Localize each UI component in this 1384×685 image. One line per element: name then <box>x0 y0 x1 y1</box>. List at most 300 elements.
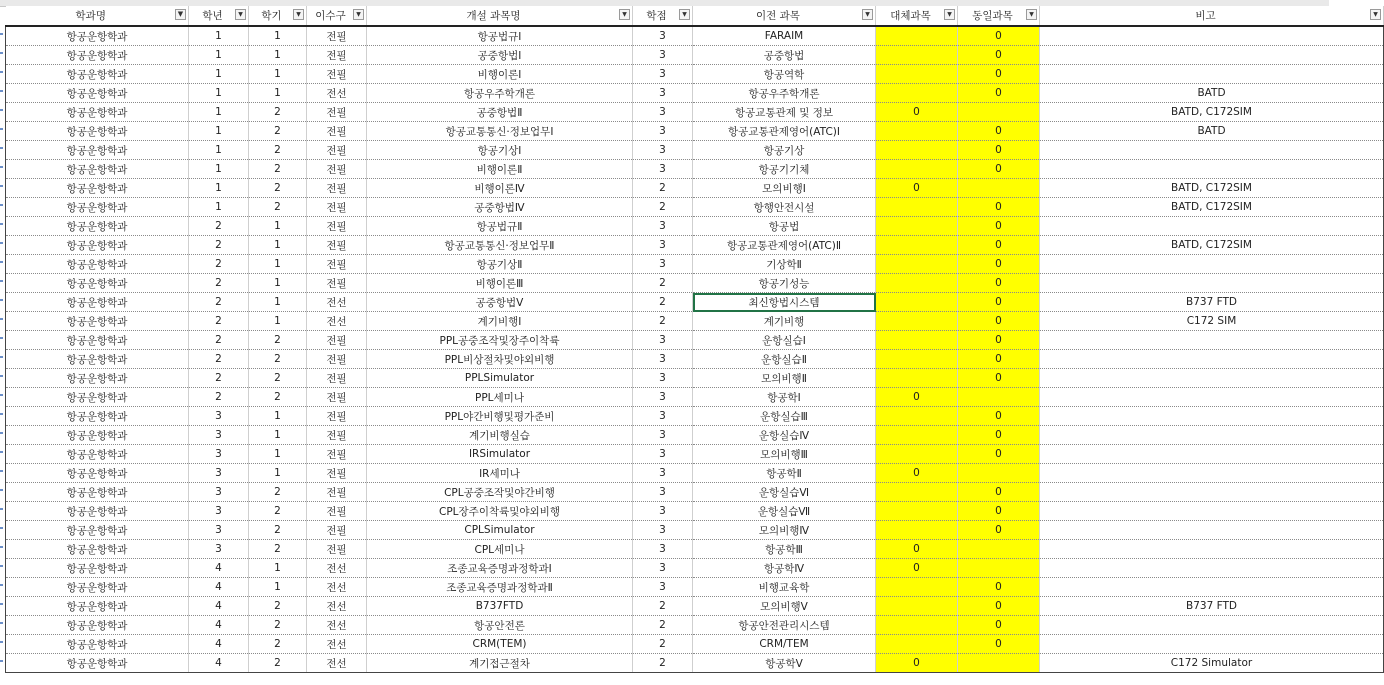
cell-type[interactable]: 전필 <box>307 198 367 217</box>
cell-course[interactable]: PPL세미나 <box>367 388 633 407</box>
cell-same[interactable]: 0 <box>958 198 1040 217</box>
cell-dept[interactable]: 항공운항학과 <box>6 179 189 198</box>
cell-credit[interactable]: 3 <box>633 65 693 84</box>
cell-remark[interactable]: BATD <box>1040 122 1384 141</box>
cell-substitute[interactable] <box>876 236 958 255</box>
cell-dept[interactable]: 항공운항학과 <box>6 426 189 445</box>
cell-course[interactable]: 공중항법Ⅰ <box>367 46 633 65</box>
header-remark[interactable] <box>1040 6 1384 26</box>
cell-course[interactable]: 비행이론Ⅱ <box>367 160 633 179</box>
row-header-mark[interactable] <box>0 166 3 168</box>
cell-same[interactable]: 0 <box>958 407 1040 426</box>
cell-semester[interactable]: 1 <box>249 559 307 578</box>
cell-substitute[interactable] <box>876 483 958 502</box>
cell-dept[interactable]: 항공운항학과 <box>6 122 189 141</box>
cell-course[interactable]: 항공기상Ⅱ <box>367 255 633 274</box>
cell-type[interactable]: 전필 <box>307 426 367 445</box>
cell-year[interactable]: 3 <box>189 521 249 540</box>
cell-same[interactable]: 0 <box>958 502 1040 521</box>
cell-remark[interactable] <box>1040 388 1384 407</box>
cell-same[interactable]: 0 <box>958 635 1040 654</box>
cell-remark[interactable]: BATD, C172SIM <box>1040 236 1384 255</box>
cell-semester[interactable]: 1 <box>249 84 307 103</box>
cell-year[interactable]: 1 <box>189 160 249 179</box>
cell-year[interactable]: 2 <box>189 236 249 255</box>
cell-remark[interactable] <box>1040 483 1384 502</box>
cell-credit[interactable]: 3 <box>633 578 693 597</box>
cell-course[interactable]: 공중항법Ⅳ <box>367 198 633 217</box>
cell-remark[interactable] <box>1040 502 1384 521</box>
cell-credit[interactable]: 3 <box>633 445 693 464</box>
cell-substitute[interactable]: 0 <box>876 179 958 198</box>
cell-credit[interactable]: 3 <box>633 502 693 521</box>
cell-semester[interactable]: 1 <box>249 426 307 445</box>
cell-year[interactable]: 4 <box>189 616 249 635</box>
row-header-mark[interactable] <box>0 204 3 206</box>
cell-remark[interactable] <box>1040 160 1384 179</box>
cell-year[interactable]: 1 <box>189 46 249 65</box>
cell-credit[interactable]: 2 <box>633 274 693 293</box>
cell-same[interactable]: 0 <box>958 217 1040 236</box>
cell-semester[interactable]: 1 <box>249 46 307 65</box>
cell-course[interactable]: 계기비행Ⅰ <box>367 312 633 331</box>
row-header-mark[interactable] <box>0 546 3 548</box>
cell-course[interactable]: IR세미나 <box>367 464 633 483</box>
cell-course[interactable]: CRM(TEM) <box>367 635 633 654</box>
cell-same[interactable]: 0 <box>958 426 1040 445</box>
cell-type[interactable]: 전선 <box>307 635 367 654</box>
cell-year[interactable]: 3 <box>189 426 249 445</box>
cell-remark[interactable] <box>1040 350 1384 369</box>
cell-type[interactable]: 전필 <box>307 65 367 84</box>
cell-type[interactable]: 전선 <box>307 654 367 673</box>
cell-type[interactable]: 전필 <box>307 445 367 464</box>
cell-same[interactable]: 0 <box>958 331 1040 350</box>
cell-type[interactable]: 전선 <box>307 578 367 597</box>
cell-remark[interactable] <box>1040 217 1384 236</box>
cell-dept[interactable]: 항공운항학과 <box>6 616 189 635</box>
cell-year[interactable]: 2 <box>189 388 249 407</box>
cell-type[interactable]: 전선 <box>307 559 367 578</box>
cell-remark[interactable] <box>1040 426 1384 445</box>
header-credit[interactable] <box>633 6 693 26</box>
cell-year[interactable]: 1 <box>189 122 249 141</box>
cell-year[interactable]: 4 <box>189 578 249 597</box>
cell-prev_course[interactable]: 항행안전시설 <box>693 198 876 217</box>
cell-substitute[interactable] <box>876 217 958 236</box>
cell-prev_course[interactable]: 항공교통관제영어(ATC)Ⅱ <box>693 236 876 255</box>
cell-credit[interactable]: 3 <box>633 236 693 255</box>
cell-dept[interactable]: 항공운항학과 <box>6 331 189 350</box>
cell-dept[interactable]: 항공운항학과 <box>6 103 189 122</box>
cell-semester[interactable]: 1 <box>249 236 307 255</box>
cell-same[interactable]: 0 <box>958 65 1040 84</box>
cell-semester[interactable]: 2 <box>249 369 307 388</box>
cell-dept[interactable]: 항공운항학과 <box>6 388 189 407</box>
cell-type[interactable]: 전필 <box>307 255 367 274</box>
cell-substitute[interactable]: 0 <box>876 540 958 559</box>
cell-substitute[interactable] <box>876 141 958 160</box>
cell-type[interactable]: 전필 <box>307 521 367 540</box>
cell-remark[interactable] <box>1040 540 1384 559</box>
row-header-mark[interactable] <box>0 432 3 434</box>
cell-type[interactable]: 전선 <box>307 312 367 331</box>
cell-dept[interactable]: 항공운항학과 <box>6 350 189 369</box>
cell-substitute[interactable]: 0 <box>876 388 958 407</box>
cell-course[interactable]: PPL공중조작및장주이착륙 <box>367 331 633 350</box>
cell-credit[interactable]: 3 <box>633 141 693 160</box>
row-header-mark[interactable] <box>0 660 3 662</box>
row-header-mark[interactable] <box>0 641 3 643</box>
cell-credit[interactable]: 3 <box>633 46 693 65</box>
cell-prev_course[interactable]: 항공우주학개론 <box>693 84 876 103</box>
cell-dept[interactable]: 항공운항학과 <box>6 502 189 521</box>
cell-year[interactable]: 1 <box>189 103 249 122</box>
cell-substitute[interactable]: 0 <box>876 559 958 578</box>
cell-substitute[interactable] <box>876 502 958 521</box>
cell-type[interactable]: 전필 <box>307 274 367 293</box>
cell-same[interactable]: 0 <box>958 26 1040 46</box>
cell-same[interactable]: 0 <box>958 597 1040 616</box>
cell-type[interactable]: 전필 <box>307 388 367 407</box>
cell-dept[interactable]: 항공운항학과 <box>6 293 189 312</box>
cell-type[interactable]: 전필 <box>307 103 367 122</box>
row-header-mark[interactable] <box>0 185 3 187</box>
row-header-mark[interactable] <box>0 242 3 244</box>
cell-course[interactable]: 조종교육증명과정학과Ⅰ <box>367 559 633 578</box>
cell-prev_course[interactable]: FARAIM <box>693 26 876 46</box>
cell-same[interactable]: 0 <box>958 521 1040 540</box>
cell-same[interactable]: 0 <box>958 46 1040 65</box>
cell-dept[interactable]: 항공운항학과 <box>6 217 189 236</box>
cell-prev_course[interactable]: 기상학Ⅱ <box>693 255 876 274</box>
cell-credit[interactable]: 2 <box>633 616 693 635</box>
header-type[interactable] <box>307 6 367 26</box>
cell-substitute[interactable] <box>876 597 958 616</box>
cell-year[interactable]: 4 <box>189 654 249 673</box>
cell-year[interactable]: 1 <box>189 141 249 160</box>
cell-remark[interactable]: C172 Simulator <box>1040 654 1384 673</box>
cell-semester[interactable]: 1 <box>249 217 307 236</box>
cell-dept[interactable]: 항공운항학과 <box>6 464 189 483</box>
cell-substitute[interactable] <box>876 65 958 84</box>
cell-dept[interactable]: 항공운항학과 <box>6 160 189 179</box>
header-year[interactable] <box>189 6 249 26</box>
cell-remark[interactable] <box>1040 407 1384 426</box>
cell-course[interactable]: 비행이론Ⅲ <box>367 274 633 293</box>
cell-type[interactable]: 전선 <box>307 616 367 635</box>
cell-semester[interactable]: 2 <box>249 179 307 198</box>
cell-substitute[interactable] <box>876 255 958 274</box>
cell-year[interactable]: 4 <box>189 635 249 654</box>
cell-dept[interactable]: 항공운항학과 <box>6 236 189 255</box>
cell-remark[interactable]: C172 SIM <box>1040 312 1384 331</box>
cell-credit[interactable]: 2 <box>633 179 693 198</box>
cell-type[interactable]: 전필 <box>307 141 367 160</box>
cell-prev_course[interactable]: 항공학Ⅱ <box>693 464 876 483</box>
cell-same[interactable]: 0 <box>958 616 1040 635</box>
cell-same[interactable] <box>958 540 1040 559</box>
cell-credit[interactable]: 3 <box>633 122 693 141</box>
cell-semester[interactable]: 2 <box>249 388 307 407</box>
cell-remark[interactable]: BATD, C172SIM <box>1040 179 1384 198</box>
cell-prev_course[interactable]: 계기비행 <box>693 312 876 331</box>
header-substitute[interactable] <box>876 6 958 26</box>
cell-credit[interactable]: 3 <box>633 521 693 540</box>
cell-substitute[interactable] <box>876 445 958 464</box>
cell-dept[interactable]: 항공운항학과 <box>6 559 189 578</box>
cell-substitute[interactable] <box>876 407 958 426</box>
cell-dept[interactable]: 항공운항학과 <box>6 445 189 464</box>
row-header-mark[interactable] <box>0 33 3 35</box>
cell-prev_course[interactable]: CRM/TEM <box>693 635 876 654</box>
cell-same[interactable]: 0 <box>958 141 1040 160</box>
cell-year[interactable]: 1 <box>189 84 249 103</box>
cell-dept[interactable]: 항공운항학과 <box>6 540 189 559</box>
cell-prev_course[interactable]: 비행교육학 <box>693 578 876 597</box>
cell-year[interactable]: 3 <box>189 407 249 426</box>
cell-prev_course[interactable]: 항공법 <box>693 217 876 236</box>
cell-semester[interactable]: 2 <box>249 160 307 179</box>
cell-substitute[interactable] <box>876 293 958 312</box>
cell-remark[interactable] <box>1040 578 1384 597</box>
cell-remark[interactable] <box>1040 65 1384 84</box>
cell-same[interactable]: 0 <box>958 483 1040 502</box>
cell-remark[interactable] <box>1040 616 1384 635</box>
cell-year[interactable]: 2 <box>189 255 249 274</box>
cell-credit[interactable]: 3 <box>633 160 693 179</box>
cell-same[interactable]: 0 <box>958 84 1040 103</box>
row-header-mark[interactable] <box>0 52 3 54</box>
filter-dropdown-icon[interactable]: ▼ <box>235 9 246 20</box>
cell-prev_course[interactable]: 모의비행Ⅱ <box>693 369 876 388</box>
cell-same[interactable]: 0 <box>958 578 1040 597</box>
cell-year[interactable]: 1 <box>189 26 249 46</box>
cell-year[interactable]: 1 <box>189 65 249 84</box>
cell-substitute[interactable] <box>876 331 958 350</box>
row-header-mark[interactable] <box>0 584 3 586</box>
cell-credit[interactable]: 3 <box>633 426 693 445</box>
cell-credit[interactable]: 2 <box>633 635 693 654</box>
cell-year[interactable]: 1 <box>189 198 249 217</box>
cell-dept[interactable]: 항공운항학과 <box>6 578 189 597</box>
row-header-mark[interactable] <box>0 109 3 111</box>
cell-credit[interactable]: 3 <box>633 350 693 369</box>
row-header-mark[interactable] <box>0 128 3 130</box>
filter-dropdown-icon[interactable]: ▼ <box>619 9 630 20</box>
row-header-mark[interactable] <box>0 451 3 453</box>
cell-semester[interactable]: 2 <box>249 198 307 217</box>
header-dept[interactable] <box>6 6 189 26</box>
header-semester[interactable] <box>249 6 307 26</box>
cell-same[interactable]: 0 <box>958 236 1040 255</box>
cell-semester[interactable]: 1 <box>249 407 307 426</box>
cell-type[interactable]: 전필 <box>307 464 367 483</box>
cell-remark[interactable]: B737 FTD <box>1040 597 1384 616</box>
cell-type[interactable]: 전필 <box>307 179 367 198</box>
cell-prev_course[interactable]: 모의비행Ⅳ <box>693 521 876 540</box>
cell-course[interactable]: 조종교육증명과정학과Ⅱ <box>367 578 633 597</box>
cell-dept[interactable]: 항공운항학과 <box>6 635 189 654</box>
cell-same[interactable] <box>958 464 1040 483</box>
cell-substitute[interactable] <box>876 350 958 369</box>
filter-dropdown-icon[interactable]: ▼ <box>679 9 690 20</box>
cell-semester[interactable]: 2 <box>249 483 307 502</box>
cell-semester[interactable]: 1 <box>249 255 307 274</box>
row-header-mark[interactable] <box>0 413 3 415</box>
cell-prev_course[interactable]: 모의비행Ⅴ <box>693 597 876 616</box>
cell-course[interactable]: PPL야간비행및평가준비 <box>367 407 633 426</box>
cell-dept[interactable]: 항공운항학과 <box>6 274 189 293</box>
cell-semester[interactable]: 1 <box>249 312 307 331</box>
cell-substitute[interactable] <box>876 84 958 103</box>
cell-course[interactable]: 계기비행실습 <box>367 426 633 445</box>
row-header-mark[interactable] <box>0 261 3 263</box>
cell-course[interactable]: 항공우주학개론 <box>367 84 633 103</box>
cell-dept[interactable]: 항공운항학과 <box>6 141 189 160</box>
cell-type[interactable]: 전필 <box>307 407 367 426</box>
cell-prev_course[interactable]: 항공교통관제 및 정보 <box>693 103 876 122</box>
row-header-mark[interactable] <box>0 375 3 377</box>
cell-dept[interactable]: 항공운항학과 <box>6 521 189 540</box>
filter-dropdown-icon[interactable]: ▼ <box>1026 9 1037 20</box>
row-header-mark[interactable] <box>0 489 3 491</box>
cell-year[interactable]: 2 <box>189 274 249 293</box>
cell-prev_course[interactable]: 항공학Ⅲ <box>693 540 876 559</box>
cell-type[interactable]: 전선 <box>307 293 367 312</box>
cell-prev_course[interactable]: 운항실습Ⅱ <box>693 350 876 369</box>
cell-type[interactable]: 전필 <box>307 217 367 236</box>
cell-prev_course[interactable]: 운항실습Ⅶ <box>693 502 876 521</box>
cell-course[interactable]: CPL세미나 <box>367 540 633 559</box>
cell-prev_course[interactable]: 항공학Ⅴ <box>693 654 876 673</box>
cell-semester[interactable]: 1 <box>249 445 307 464</box>
cell-same[interactable]: 0 <box>958 350 1040 369</box>
cell-dept[interactable]: 항공운항학과 <box>6 407 189 426</box>
cell-semester[interactable]: 1 <box>249 578 307 597</box>
cell-substitute[interactable]: 0 <box>876 654 958 673</box>
cell-semester[interactable]: 1 <box>249 274 307 293</box>
cell-prev_course[interactable]: 운항실습Ⅰ <box>693 331 876 350</box>
cell-semester[interactable]: 1 <box>249 464 307 483</box>
cell-course[interactable]: 공중항법Ⅴ <box>367 293 633 312</box>
cell-credit[interactable]: 2 <box>633 597 693 616</box>
cell-dept[interactable]: 항공운항학과 <box>6 369 189 388</box>
selected-cell[interactable]: 최신항법시스템 <box>693 293 876 312</box>
cell-substitute[interactable] <box>876 369 958 388</box>
cell-substitute[interactable] <box>876 274 958 293</box>
cell-course[interactable]: IRSimulator <box>367 445 633 464</box>
cell-type[interactable]: 전필 <box>307 236 367 255</box>
row-header-mark[interactable] <box>0 356 3 358</box>
cell-course[interactable]: PPL비상절차및야외비행 <box>367 350 633 369</box>
cell-course[interactable]: 항공법규Ⅱ <box>367 217 633 236</box>
cell-substitute[interactable] <box>876 198 958 217</box>
row-header-mark[interactable] <box>0 223 3 225</box>
cell-remark[interactable] <box>1040 274 1384 293</box>
cell-semester[interactable]: 2 <box>249 350 307 369</box>
cell-year[interactable]: 1 <box>189 179 249 198</box>
cell-substitute[interactable] <box>876 26 958 46</box>
cell-remark[interactable] <box>1040 46 1384 65</box>
cell-year[interactable]: 4 <box>189 597 249 616</box>
cell-type[interactable]: 전필 <box>307 540 367 559</box>
cell-credit[interactable]: 3 <box>633 369 693 388</box>
cell-course[interactable]: 항공기상Ⅰ <box>367 141 633 160</box>
cell-credit[interactable]: 3 <box>633 255 693 274</box>
cell-same[interactable] <box>958 103 1040 122</box>
cell-remark[interactable]: BATD, C172SIM <box>1040 198 1384 217</box>
cell-prev_course[interactable]: 운항실습Ⅳ <box>693 426 876 445</box>
cell-remark[interactable] <box>1040 255 1384 274</box>
cell-semester[interactable]: 2 <box>249 540 307 559</box>
cell-prev_course[interactable]: 항공기성능 <box>693 274 876 293</box>
cell-prev_course[interactable]: 운항실습Ⅲ <box>693 407 876 426</box>
cell-credit[interactable]: 2 <box>633 654 693 673</box>
cell-same[interactable]: 0 <box>958 445 1040 464</box>
cell-semester[interactable]: 2 <box>249 597 307 616</box>
cell-dept[interactable]: 항공운항학과 <box>6 483 189 502</box>
cell-type[interactable]: 전필 <box>307 160 367 179</box>
cell-semester[interactable]: 2 <box>249 502 307 521</box>
row-header-mark[interactable] <box>0 394 3 396</box>
cell-prev_course[interactable]: 항공역학 <box>693 65 876 84</box>
row-header-mark[interactable] <box>0 280 3 282</box>
cell-prev_course[interactable]: 항공기기체 <box>693 160 876 179</box>
cell-semester[interactable]: 1 <box>249 65 307 84</box>
cell-dept[interactable]: 항공운항학과 <box>6 26 189 46</box>
cell-year[interactable]: 2 <box>189 350 249 369</box>
cell-substitute[interactable] <box>876 616 958 635</box>
row-header-mark[interactable] <box>0 90 3 92</box>
cell-credit[interactable]: 3 <box>633 217 693 236</box>
row-header-mark[interactable] <box>0 71 3 73</box>
cell-same[interactable] <box>958 179 1040 198</box>
cell-year[interactable]: 2 <box>189 369 249 388</box>
cell-semester[interactable]: 1 <box>249 26 307 46</box>
cell-remark[interactable] <box>1040 369 1384 388</box>
cell-same[interactable]: 0 <box>958 255 1040 274</box>
cell-type[interactable]: 전필 <box>307 122 367 141</box>
cell-course[interactable]: CPL공중조작및야간비행 <box>367 483 633 502</box>
cell-year[interactable]: 2 <box>189 217 249 236</box>
cell-credit[interactable]: 3 <box>633 559 693 578</box>
cell-same[interactable] <box>958 559 1040 578</box>
cell-remark[interactable]: BATD, C172SIM <box>1040 103 1384 122</box>
cell-type[interactable]: 전선 <box>307 597 367 616</box>
cell-dept[interactable]: 항공운항학과 <box>6 312 189 331</box>
cell-substitute[interactable] <box>876 160 958 179</box>
filter-dropdown-icon[interactable]: ▼ <box>1370 9 1381 20</box>
row-header-mark[interactable] <box>0 147 3 149</box>
cell-course[interactable]: 공중항법Ⅱ <box>367 103 633 122</box>
cell-same[interactable]: 0 <box>958 160 1040 179</box>
cell-course[interactable]: 항공안전론 <box>367 616 633 635</box>
cell-dept[interactable]: 항공운항학과 <box>6 46 189 65</box>
cell-type[interactable]: 전선 <box>307 84 367 103</box>
cell-credit[interactable]: 3 <box>633 540 693 559</box>
cell-type[interactable]: 전필 <box>307 46 367 65</box>
cell-dept[interactable]: 항공운항학과 <box>6 65 189 84</box>
filter-dropdown-icon[interactable]: ▼ <box>353 9 364 20</box>
cell-prev_course[interactable]: 항공교통관제영어(ATC)Ⅰ <box>693 122 876 141</box>
cell-remark[interactable] <box>1040 331 1384 350</box>
cell-year[interactable]: 3 <box>189 483 249 502</box>
cell-year[interactable]: 3 <box>189 445 249 464</box>
cell-same[interactable]: 0 <box>958 369 1040 388</box>
cell-semester[interactable]: 2 <box>249 141 307 160</box>
cell-dept[interactable]: 항공운항학과 <box>6 255 189 274</box>
